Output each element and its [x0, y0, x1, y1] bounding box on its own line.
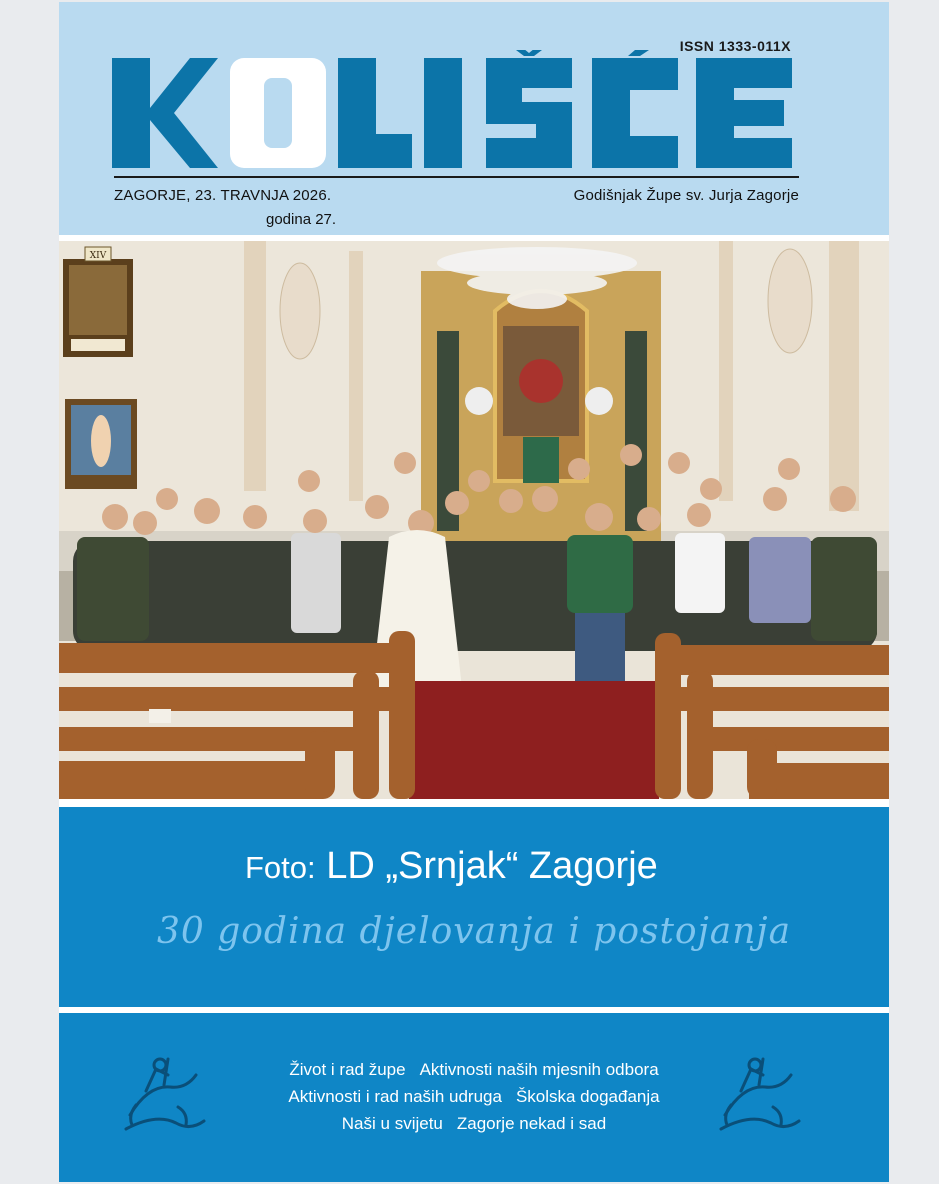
toc-item: Naši u svijetu	[341, 1114, 443, 1133]
anniversary-tagline: 30 godina djelovanja i postojanja	[156, 911, 792, 952]
magazine-cover	[59, 2, 889, 1182]
issue-date: ZAGORJE, 23. TRAVNJA 2026.	[114, 187, 332, 204]
issn: ISSN 1333-011X	[679, 38, 791, 54]
credit-prefix: Foto:	[245, 850, 316, 885]
masthead-rule	[114, 176, 799, 178]
cover-photo	[59, 241, 889, 799]
caption-band	[59, 807, 889, 1007]
station-painting-xiv	[63, 247, 133, 357]
contents-band	[59, 1013, 889, 1182]
toc-item: Život i rad župe	[289, 1060, 406, 1079]
saint-george-dragon-icon	[711, 1045, 807, 1141]
credit-name: LD „Srnjak“ Zagorje	[326, 845, 658, 887]
toc-item: Zagorje nekad i sad	[456, 1114, 607, 1133]
masthead	[59, 2, 889, 235]
issue-year: godina 27.	[266, 211, 337, 228]
magazine-subtitle: Godišnjak Župe sv. Jurja Zagorje	[573, 187, 799, 204]
toc-item: Školska događanja	[515, 1087, 660, 1106]
photo-credit	[245, 845, 658, 888]
station-label: XIV	[89, 251, 107, 261]
magazine-logo	[112, 50, 802, 176]
toc-item: Aktivnosti naših mjesnih odbora	[419, 1060, 659, 1079]
toc-item: Aktivnosti i rad naših udruga	[288, 1087, 502, 1106]
